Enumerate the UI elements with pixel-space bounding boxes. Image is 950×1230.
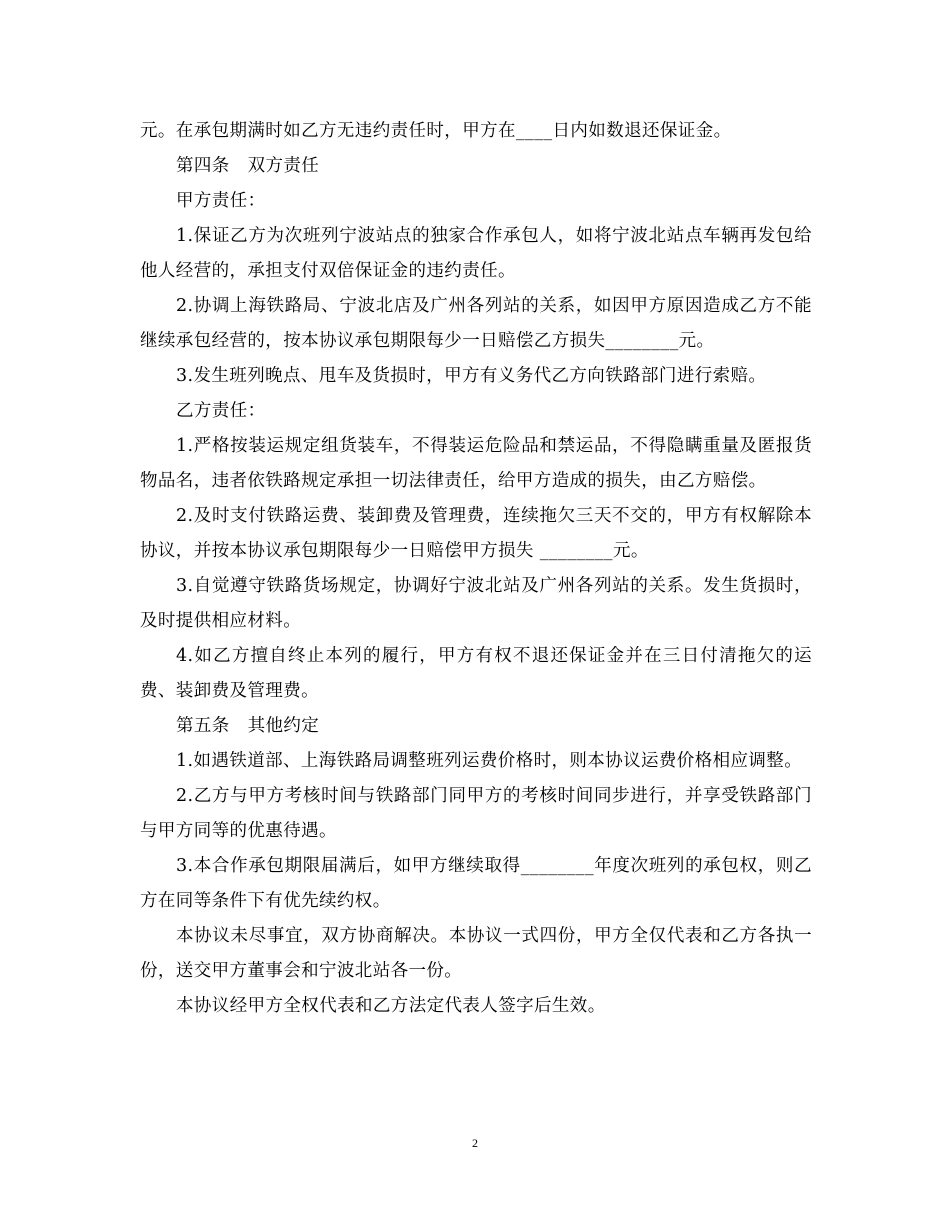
paragraph-deposit-return: 元。在承包期满时如乙方无违约责任时，甲方在____日内如数退还保证金。 — [140, 121, 732, 141]
copies-clause: 本协议未尽事宜，双方协商解决。本协议一式四份，甲方全仅代表和乙方各执一份，送交甲方董事会和宁波北站各一份。 — [140, 926, 812, 981]
other-terms-item-1: 1.如遇铁道部、上海铁路局调整班列运费价格时，则本协议运费价格相应调整。 — [176, 751, 803, 771]
other-terms-item-3: 3.本合作承包期限届满后，如甲方继续取得________年度次班列的承包权，则乙方在同等条件下有优先续约权。 — [140, 856, 812, 911]
party-b-responsibilities-heading: 乙方责任： — [176, 401, 266, 421]
party-b-item-2: 2.及时支付铁路运费、装卸费及管理费，连续拖欠三天不交的，甲方有权解除本协议，并按本协议承包期限每少一日赔偿甲方损失 ________元。 — [140, 506, 812, 561]
party-b-item-4: 4.如乙方擅自终止本列的履行，甲方有权不退还保证金并在三日付清拖欠的运费、装卸费及管理费。 — [140, 646, 812, 701]
party-b-item-3: 3.自觉遵守铁路货场规定，协调好宁波北站及广州各列站的关系。发生货损时，及时提供相应材料。 — [140, 576, 812, 631]
party-a-item-2: 2.协调上海铁路局、宁波北店及广州各列站的关系，如因甲方原因造成乙方不能继续承包经营的，按本协议承包期限每少一日赔偿乙方损失________元。 — [140, 296, 812, 351]
party-b-item-1: 1.严格按装运规定组货装车，不得装运危险品和禁运品，不得隐瞒重量及匿报货物品名，违者依铁路规定承担一切法律责任，给甲方造成的损失，由乙方赔偿。 — [140, 436, 812, 491]
effectiveness-clause: 本协议经甲方全权代表和乙方法定代表人签字后生效。 — [176, 996, 606, 1016]
party-a-item-1: 1.保证乙方为次班列宁波站点的独家合作承包人，如将宁波北站点车辆再发包给他人经营的，承担支付双倍保证金的违约责任。 — [140, 226, 812, 281]
article-4-heading: 第四条 双方责任 — [176, 156, 320, 176]
party-a-item-3: 3.发生班列晚点、甩车及货损时，甲方有义务代乙方向铁路部门进行索赔。 — [176, 366, 767, 386]
party-a-responsibilities-heading: 甲方责任： — [176, 191, 266, 211]
page-number: 2 — [472, 1136, 478, 1150]
article-5-heading: 第五条 其他约定 — [176, 716, 320, 736]
other-terms-item-2: 2.乙方与甲方考核时间与铁路部门同甲方的考核时间同步进行，并享受铁路部门与甲方同等的优惠待遇。 — [140, 786, 812, 841]
document-body — [140, 114, 812, 1024]
